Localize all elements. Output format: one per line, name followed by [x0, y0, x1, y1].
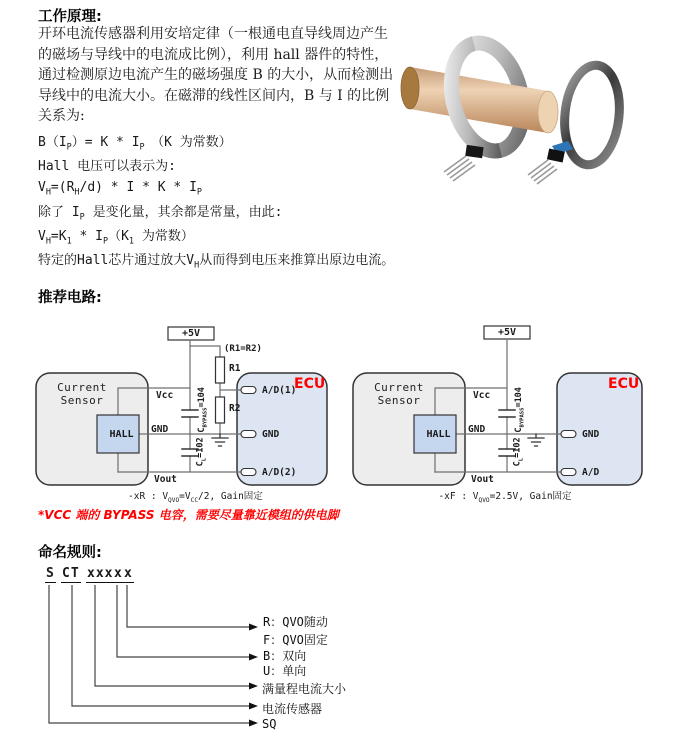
supply-5v-label: +5V: [181, 328, 201, 339]
current-sensor-title-line2: Sensor: [60, 393, 104, 407]
code-part-x1: x: [114, 566, 123, 581]
supply-5v-label: +5V: [497, 327, 517, 338]
pin-gnd: [241, 431, 256, 438]
naming-diagram-lines: [49, 585, 249, 723]
ecu-title: ECU: [294, 376, 326, 392]
formula-conclusion: 特定的Hall芯片通过放大$V_H$从而得到电压来推算出原边电流。: [38, 253, 395, 270]
current-sensor-title: [36, 382, 128, 407]
naming-diagram-arrowheads: [249, 624, 258, 727]
naming-label-b: B：双向: [263, 649, 307, 663]
bypass-capacitor-note: *VCC 端的 BYPASS 电容，需要尽量靠近模组的供电脚: [38, 508, 339, 522]
working-principle-paragraph: [38, 24, 393, 127]
r1-eq-r2-note: (R1=R2): [224, 344, 262, 354]
current-sensor-title: [353, 382, 445, 407]
pin-label-adc1: A/D(1): [262, 385, 297, 396]
vout-label: Vout: [471, 474, 494, 485]
r2-label: R2: [229, 403, 241, 414]
hall-chip-right-icon: [528, 141, 573, 184]
gnd-label: GND: [468, 424, 486, 435]
vcc-label: Vcc: [156, 390, 174, 401]
conductor-cylinder: [401, 67, 558, 133]
ground-symbol: [528, 434, 544, 446]
paragraph-line: 开环电流传感器利用安培定律（一根通电直导线周边产生: [38, 26, 388, 42]
naming-label-full-scale: 满量程电流大小: [262, 682, 347, 696]
resistor-r1: [216, 357, 225, 383]
pin-label-gnd: GND: [582, 429, 600, 440]
formula-vh: $V_H=(R_H/d) * I * K * I_P$: [38, 180, 202, 197]
vcc-label: Vcc: [473, 390, 491, 401]
formula-b: $B(I_P)= K * I_P$ （K 为常数）: [38, 135, 232, 152]
r1-label: R1: [229, 363, 241, 374]
pin-label-adc: A/D: [582, 467, 600, 478]
hall-label: HALL: [109, 428, 134, 440]
code-part-x2: x: [124, 566, 133, 581]
formula-vh-k1: $V_H=K_1 * I_P(K_1$ 为常数）: [38, 228, 194, 246]
vout-label: Vout: [154, 474, 177, 485]
pin-adc2: [241, 469, 256, 476]
pin-label-gnd: GND: [262, 429, 280, 440]
left-circuit-caption: -xR : $V_{QVO}=V_{CC}/2$, Gain固定: [128, 491, 263, 504]
naming-rules-heading: 命名规则:: [38, 545, 102, 561]
ecu-title: ECU: [608, 376, 640, 392]
pin-gnd: [561, 431, 576, 438]
hall-chip-left-icon: [444, 145, 484, 181]
code-part-s: S: [46, 566, 55, 581]
recommended-circuit-heading: 推荐电路:: [38, 290, 102, 306]
hall-label: HALL: [426, 428, 451, 440]
cap-load-label: $C_L=102$: [512, 437, 525, 467]
paragraph-line: 的磁场与导线中的电流成比例），利用 hall 器件的特性，: [38, 46, 389, 63]
naming-label-r: R：QVO随动: [263, 615, 328, 629]
paragraph-line: 关系为:: [38, 108, 85, 124]
cap-bypass: [182, 410, 198, 417]
ground-symbol: [212, 434, 228, 446]
sensor-core-illustration: [401, 35, 624, 184]
naming-label-sq: SQ: [262, 717, 277, 731]
pin-adc1: [241, 387, 256, 394]
cap-load-label: $C_L=102$: [195, 437, 208, 467]
cap-bypass: [499, 410, 515, 417]
paragraph-line: 通过检测原边电流产生的磁场强度 B 的大小，从而检测出: [38, 67, 394, 83]
current-sensor-title-line1: Current: [374, 381, 424, 394]
formula-block: [38, 133, 394, 276]
current-sensor-title-line2: Sensor: [377, 393, 421, 407]
naming-label-current-sensor: 电流传感器: [262, 702, 323, 716]
naming-label-u: U：单向: [263, 664, 307, 678]
code-part-ct: CT: [62, 566, 80, 581]
cap-bypass-label: $C_{BYPASS}=104$: [196, 387, 209, 433]
current-sensor-title-line1: Current: [57, 381, 107, 394]
formula-hall-intro: Hall 电压可以表示为:: [38, 159, 176, 175]
gnd-label: GND: [151, 424, 169, 435]
naming-label-f: F：QVO固定: [263, 633, 328, 647]
ring-core: [560, 62, 624, 167]
right-circuit-caption: -xF : $V_{QVO}=2.5V$, Gain固定: [438, 491, 572, 504]
working-principle-heading: 工作原理:: [38, 9, 102, 25]
cap-bypass-label: $C_{BYPASS}=104$: [513, 387, 526, 433]
formula-note: 除了 $I_P$ 是变化量，其余都是常量，由此:: [38, 204, 283, 222]
paragraph-line: 导线中的电流大小。在磁滞的线性区间内，B 与 I 的比例: [38, 87, 390, 104]
code-part-xxx: xxx: [87, 566, 114, 581]
pin-label-adc2: A/D(2): [262, 467, 297, 478]
resistor-r2: [216, 397, 225, 423]
pin-adc: [561, 469, 576, 476]
